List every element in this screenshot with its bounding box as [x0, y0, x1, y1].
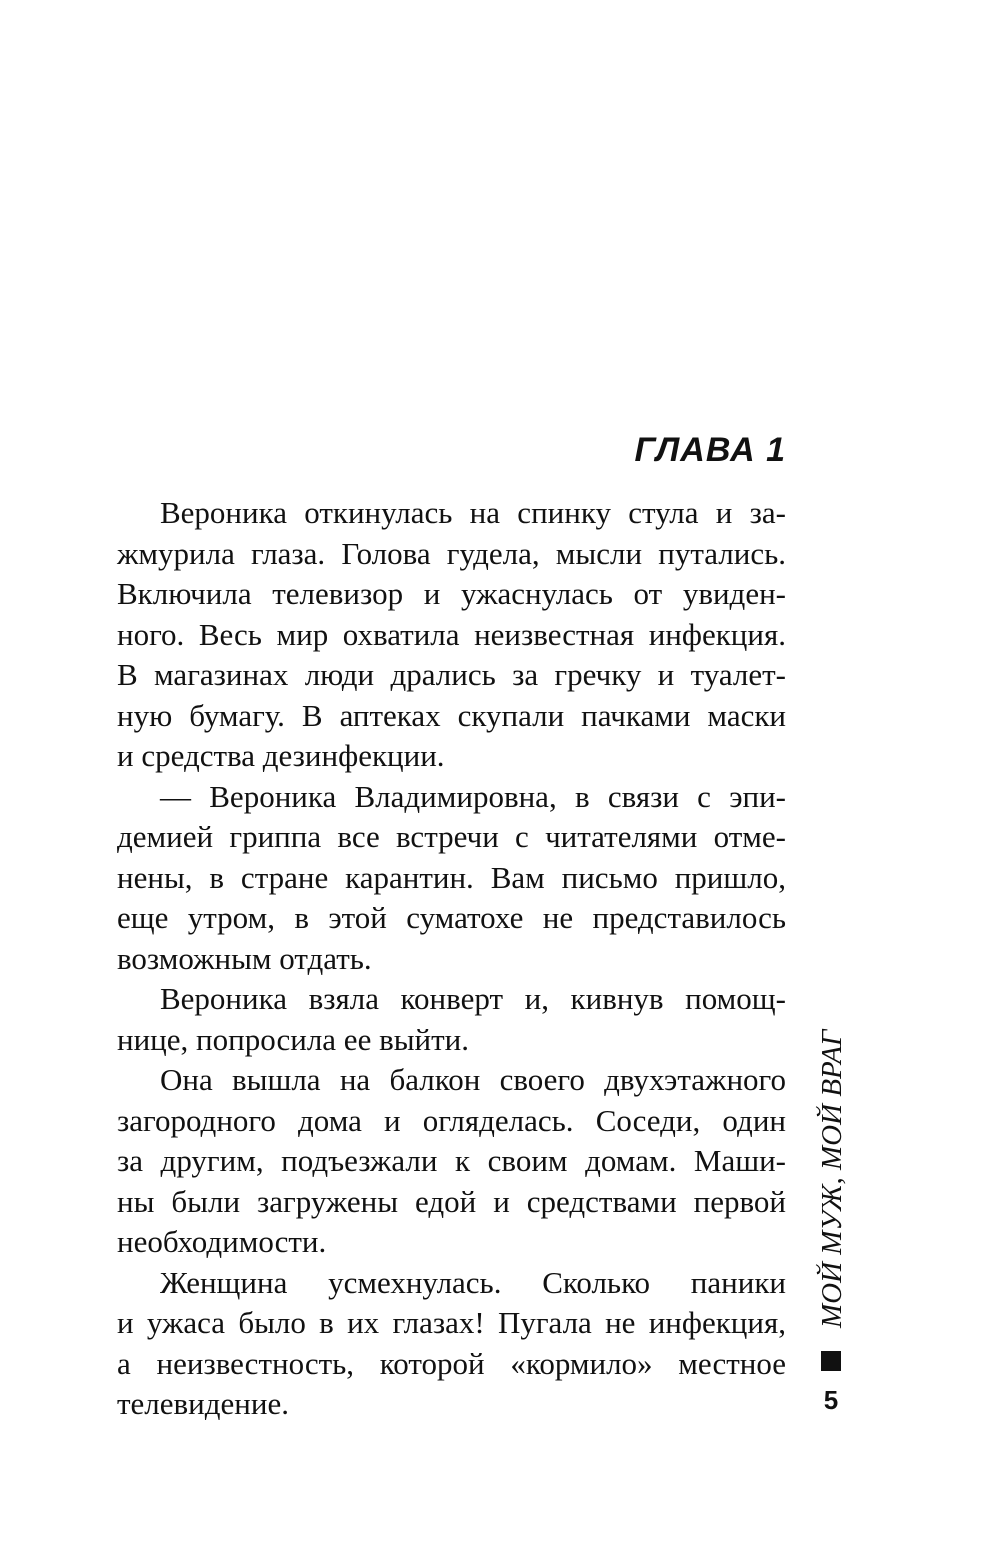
text-line: телевидение.: [117, 1386, 289, 1421]
text-line: ны были загружены едой и средствами первой: [117, 1183, 786, 1219]
page-number: 5: [823, 1385, 839, 1415]
text-line: а неизвестность, которой «кормило» местное: [117, 1345, 786, 1381]
running-title: МОЙ МУЖ, МОЙ ВРАГ: [816, 1029, 848, 1328]
text-line: возможным отдать.: [117, 940, 372, 976]
body-text: [117, 493, 786, 1425]
text-line: Она вышла на балкон своего двухэтажного: [160, 1062, 786, 1097]
text-line: нице, попросила ее выйти.: [117, 1021, 470, 1057]
text-line: демией гриппа все встречи с читателями отме-: [117, 819, 786, 854]
text-line: нены, в стране карантин. Вам письмо пришло,: [117, 859, 786, 895]
text-line: Вероника взяла конверт и, кивнув помощ-: [160, 981, 786, 1016]
page-marker-square: [821, 1351, 841, 1371]
text-line: жмурила глаза. Голова гудела, мысли путались.: [117, 535, 786, 571]
text-line: ную бумагу. В аптеках скупали пачками маски: [117, 697, 786, 733]
text-line: и средства дезинфекции.: [117, 738, 445, 773]
text-line: Вероника откинулась на спинку стула и за-: [160, 495, 786, 530]
text-line: ного. Весь мир охватила неизвестная инфекция.: [117, 616, 786, 652]
text-line: за другим, подъезжали к своим домам. Маши-: [117, 1143, 786, 1178]
chapter-title: ГЛАВА 1: [634, 431, 786, 469]
text-line: В магазинах люди дрались за гречку и туалет-: [117, 657, 786, 692]
text-line: — Вероника Владимировна, в связи с эпи-: [160, 778, 786, 814]
text-line: загородного дома и огляделась. Соседи, один: [117, 1102, 786, 1138]
text-line: и ужаса было в их глазах! Пугала не инфекция,: [117, 1305, 786, 1340]
text-line: необходимости.: [117, 1224, 327, 1259]
text-line: еще утром, в этой суматохе не представилось: [117, 900, 786, 935]
text-line: Включила телевизор и ужаснулась от увиден-: [117, 576, 786, 611]
text-line: Женщина усмехнулась. Сколько паники: [160, 1264, 786, 1300]
